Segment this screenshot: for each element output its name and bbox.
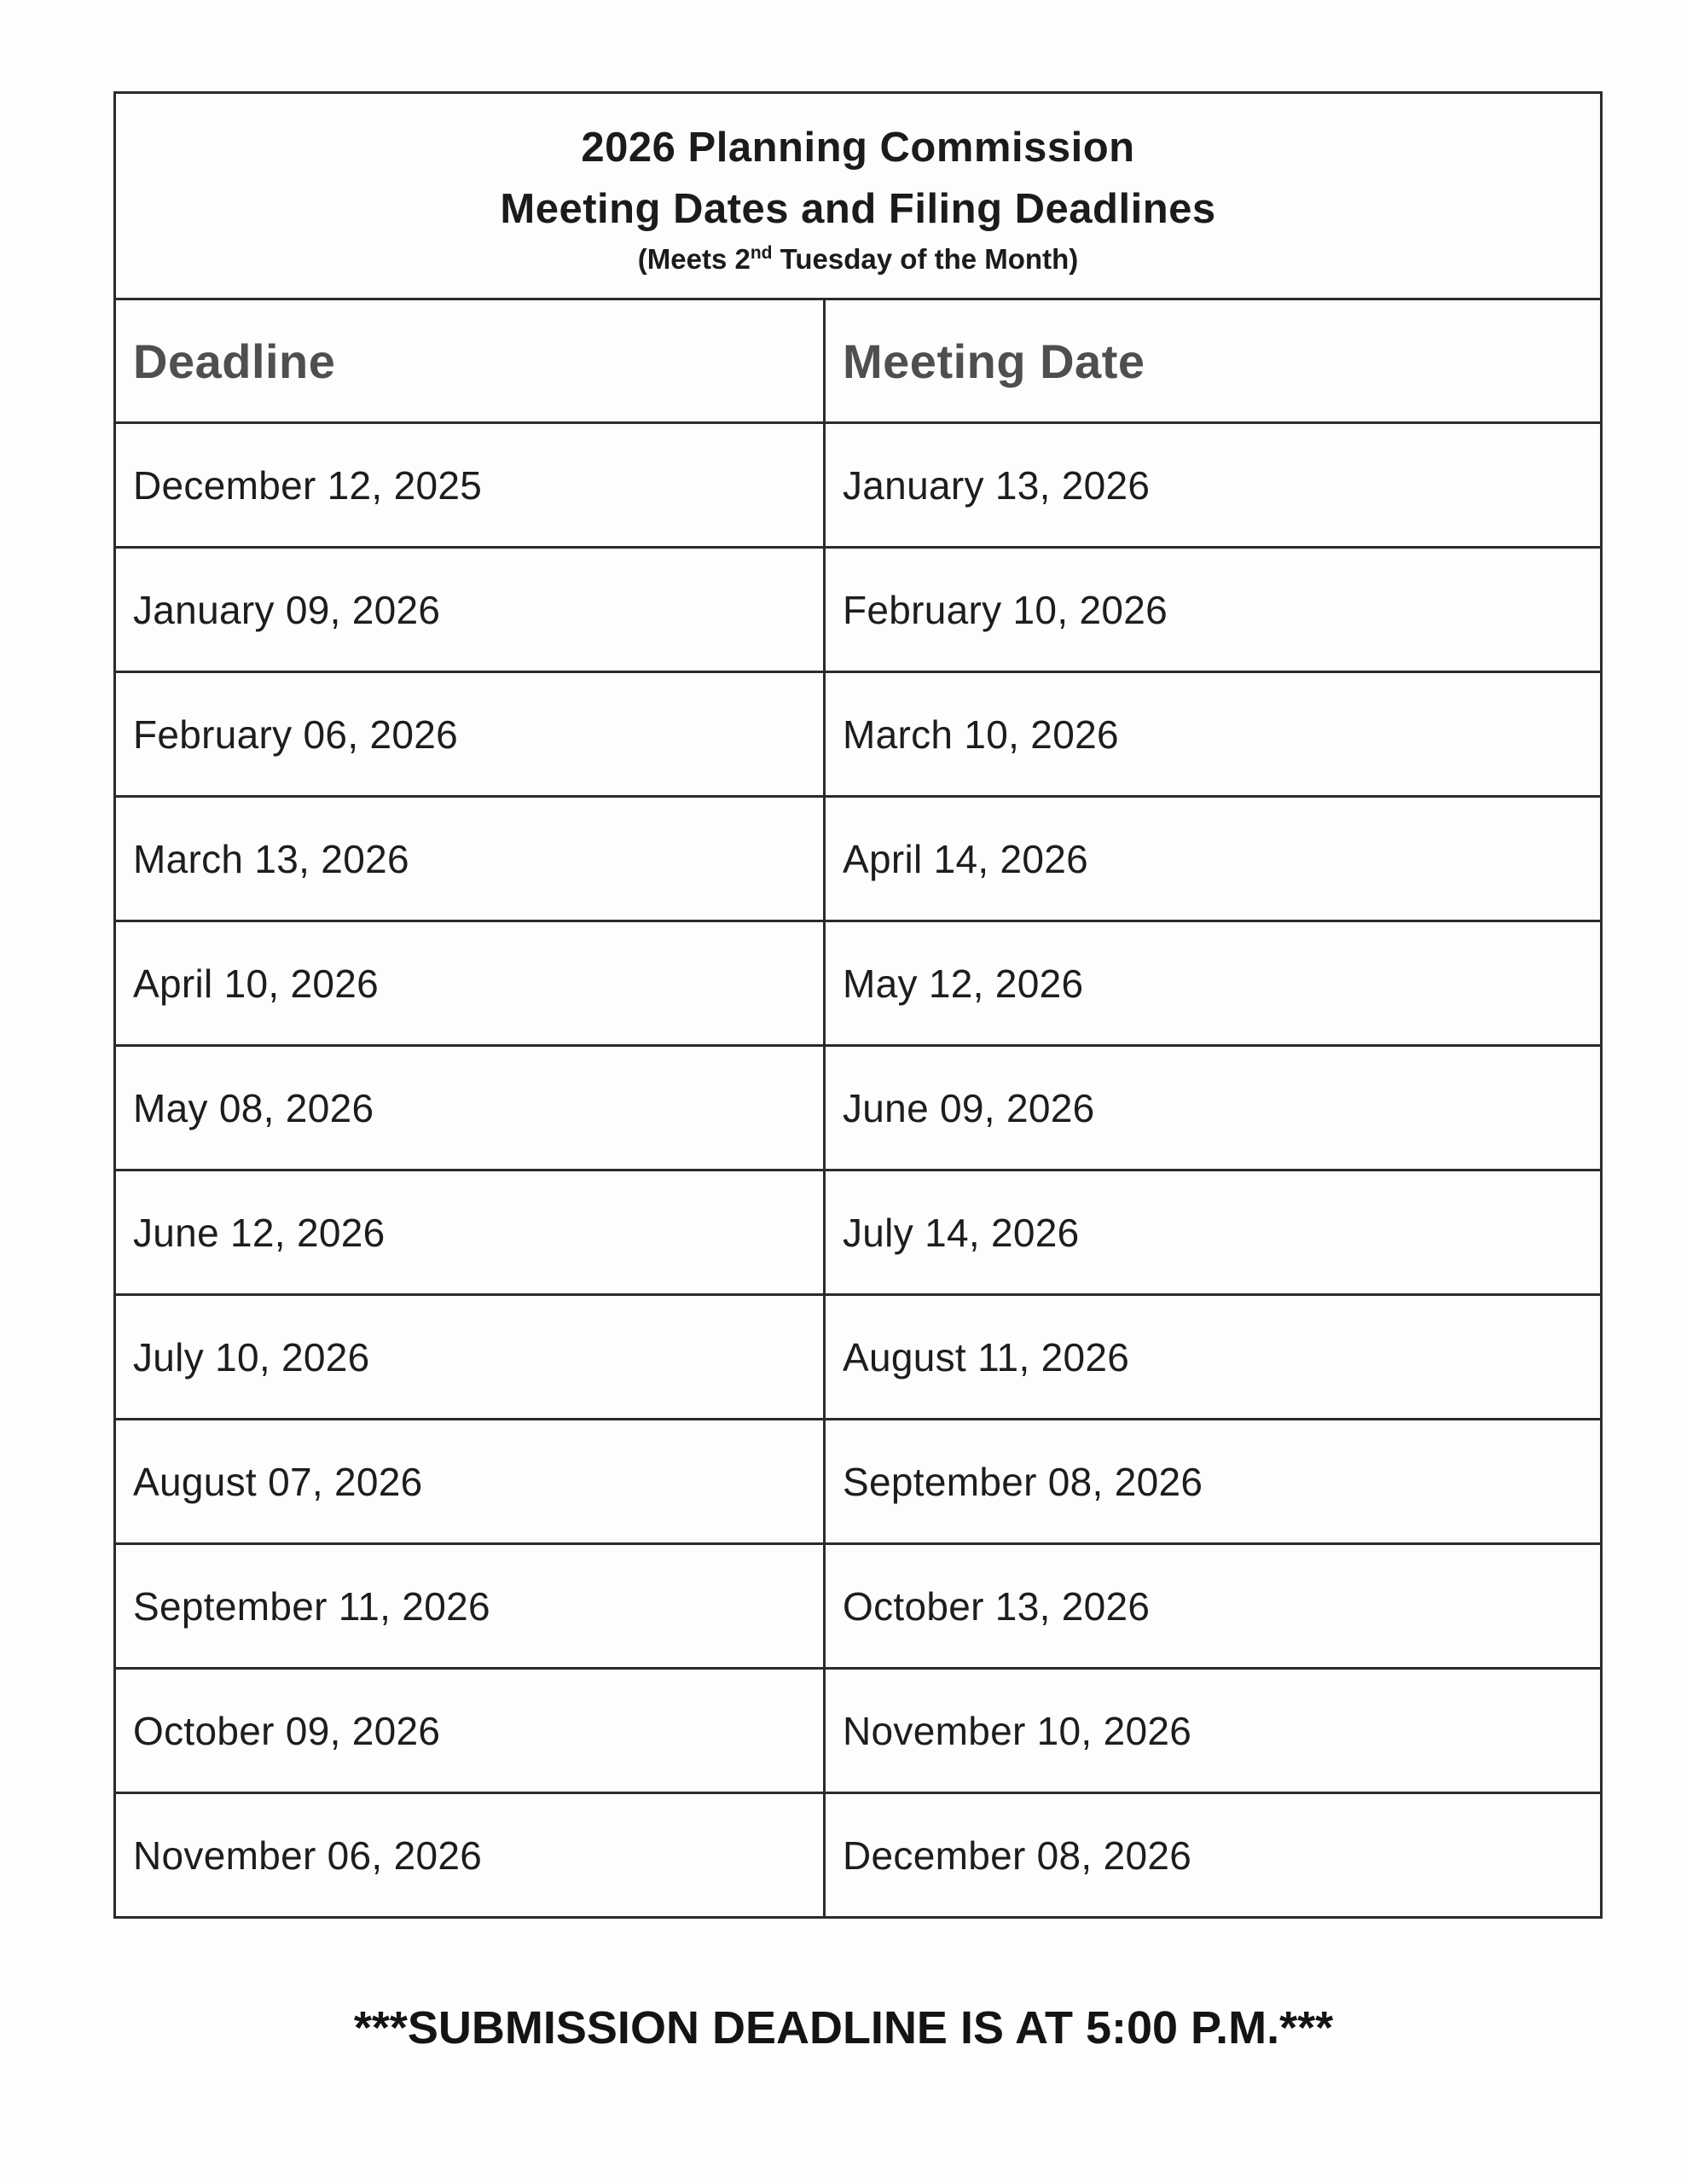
table-row [115, 672, 1602, 797]
deadline-cell: March 13, 2026 [115, 797, 825, 921]
meeting-date-cell: December 08, 2026 [825, 1793, 1602, 1918]
deadline-cell: November 06, 2026 [115, 1793, 825, 1918]
column-header-deadline: Deadline [115, 299, 825, 423]
table-row [115, 797, 1602, 921]
submission-deadline-notice: ***SUBMISSION DEADLINE IS AT 5:00 P.M.*** [353, 2002, 1334, 2053]
table-row [115, 423, 1602, 548]
document-title-line2: Meeting Dates and Filing Deadlines [500, 186, 1216, 232]
meeting-date-cell: September 08, 2026 [825, 1420, 1602, 1544]
deadline-cell: August 07, 2026 [115, 1420, 825, 1544]
meeting-date-cell: May 12, 2026 [825, 921, 1602, 1046]
meeting-schedule-table [113, 91, 1603, 1919]
deadline-cell: September 11, 2026 [115, 1544, 825, 1669]
table-row [115, 1046, 1602, 1170]
table-title-row [115, 93, 1602, 299]
meeting-date-cell: August 11, 2026 [825, 1295, 1602, 1420]
subtitle-superscript: nd [750, 243, 773, 263]
deadline-cell: April 10, 2026 [115, 921, 825, 1046]
meeting-date-cell: March 10, 2026 [825, 672, 1602, 797]
table-row [115, 1544, 1602, 1669]
table-row [115, 1669, 1602, 1793]
table-title-cell [115, 93, 1602, 299]
meeting-date-cell: January 13, 2026 [825, 423, 1602, 548]
deadline-cell: December 12, 2025 [115, 423, 825, 548]
deadline-cell: February 06, 2026 [115, 672, 825, 797]
table-row [115, 1295, 1602, 1420]
table-header-row [115, 299, 1602, 423]
table-row [115, 548, 1602, 672]
meeting-date-cell: June 09, 2026 [825, 1046, 1602, 1170]
column-header-meeting-date: Meeting Date [825, 299, 1602, 423]
meeting-date-cell: October 13, 2026 [825, 1544, 1602, 1669]
deadline-cell: July 10, 2026 [115, 1295, 825, 1420]
table-row [115, 921, 1602, 1046]
deadline-cell: October 09, 2026 [115, 1669, 825, 1793]
meeting-date-cell: February 10, 2026 [825, 548, 1602, 672]
meeting-date-cell: July 14, 2026 [825, 1170, 1602, 1295]
meeting-date-cell: November 10, 2026 [825, 1669, 1602, 1793]
deadline-cell: January 09, 2026 [115, 548, 825, 672]
deadline-cell: May 08, 2026 [115, 1046, 825, 1170]
meeting-date-cell: April 14, 2026 [825, 797, 1602, 921]
subtitle-suffix: Tuesday of the Month) [772, 243, 1079, 275]
deadline-cell: June 12, 2026 [115, 1170, 825, 1295]
table-row [115, 1170, 1602, 1295]
table-row [115, 1793, 1602, 1918]
table-row [115, 1420, 1602, 1544]
document-title-line1: 2026 Planning Commission [581, 125, 1135, 171]
subtitle-prefix: (Meets 2 [637, 243, 751, 275]
document-subtitle [117, 240, 1599, 279]
